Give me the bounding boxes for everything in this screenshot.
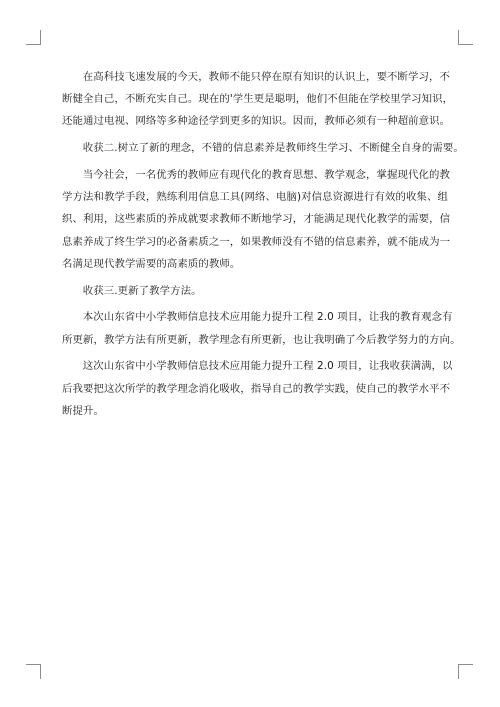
- paragraph-1: [62, 66, 454, 133]
- paragraph-line: 名满足现代教学需要的高素质的教师。: [62, 257, 241, 270]
- paragraph-line: 这次山东省中小学教师信息技术应用能力提升工程 2.0 项目，让我收获满满，以: [82, 360, 453, 373]
- paragraph-line: 还能通过电视、网络等多种途径学到更多的知识。因而，教师必须有一种超前意识。: [62, 115, 451, 128]
- paragraph-line: 在高科技飞速发展的今天，教师不能只停在原有知识的认识上，要不断学习，不: [82, 71, 450, 83]
- paragraph-line: 息素养成了终生学习的必备素质之一，如果教师没有不错的信息素养，就不能成为一: [62, 235, 451, 248]
- crop-mark-top-left: [26, 30, 41, 45]
- paragraph-line: 织、利用，这些素质的养成就要求教师不断地学习，才能满足现代化教学的需要，信: [62, 213, 451, 226]
- paragraph-6: [62, 355, 453, 422]
- paragraph-3: [62, 164, 451, 275]
- paragraph-line: 收获三.更新了教学方法。: [82, 284, 202, 297]
- paragraph-line: 本次山东省中小学教师信息技术应用能力提升工程 2.0 项目，让我的教育观念有: [82, 311, 453, 324]
- paragraph-2-heading: [62, 137, 464, 159]
- document-body: [62, 66, 464, 422]
- crop-mark-top-right: [458, 30, 473, 45]
- paragraph-line: 断健全自己，不断充实自己。现在的'学生更是聪明，他们不但能在学校里学习知识，: [62, 93, 454, 106]
- crop-mark-bottom-left: [26, 664, 41, 679]
- paragraph-line: 收获二.树立了新的理念，不错的信息素养是教师终生学习、不断健全自身的需要。: [82, 142, 464, 155]
- paragraph-line: 所更新，教学方法有所更新，教学理念有所更新，也让我明确了今后教学努力的方向。: [62, 333, 461, 346]
- crop-mark-bottom-right: [458, 664, 473, 679]
- paragraph-line: 断提升。: [62, 404, 104, 417]
- paragraph-5: [62, 306, 461, 350]
- paragraph-line: 学方法和教学手段，熟练利用信息工具(网络、电脑)对信息资源进行有效的收集、组: [62, 191, 448, 204]
- paragraph-line: 后我要把这次所学的教学理念消化吸收，指导自己的教学实践，使自己的教学水平不: [62, 382, 451, 395]
- paragraph-4-heading: [62, 280, 438, 302]
- paragraph-line: 当今社会，一名优秀的教师应有现代化的教育思想、教学观念，掌握现代化的教: [82, 169, 450, 181]
